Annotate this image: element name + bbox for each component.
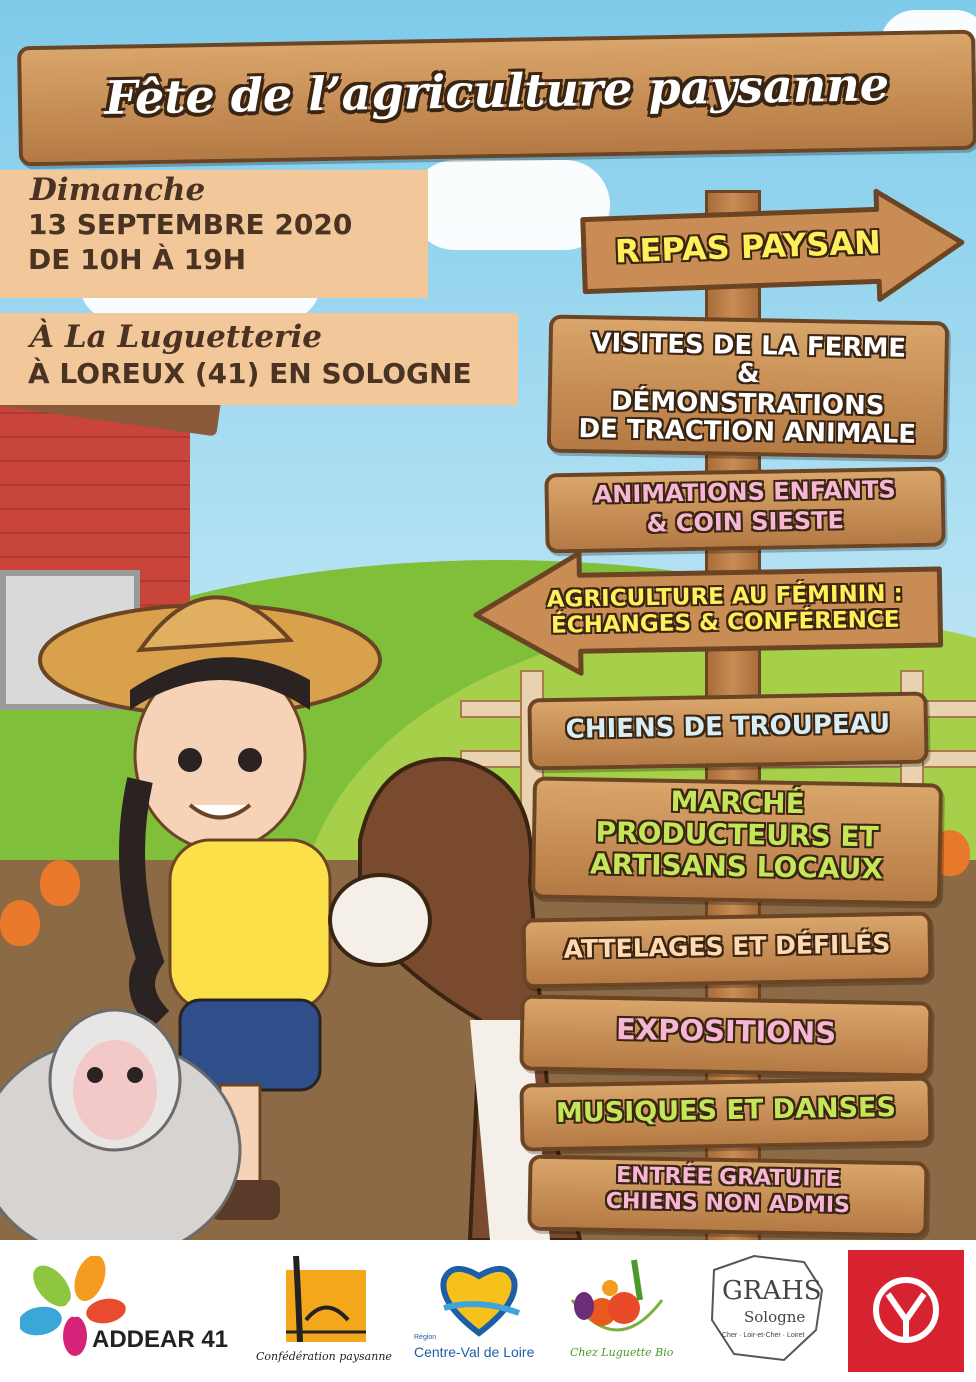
sign-chiens-troupeau <box>527 692 928 771</box>
region-label: Centre-Val de Loire <box>414 1344 535 1360</box>
hours-label: DE 10H À 19H <box>28 243 247 276</box>
town-label: À LOREUX (41) EN SOLOGNE <box>28 357 472 390</box>
sheep-illustration <box>0 980 250 1240</box>
heart-icon <box>434 1258 524 1338</box>
footer-logos <box>0 1240 976 1382</box>
sign-expositions <box>519 994 932 1077</box>
sign-label: MUSIQUES ET DANSES <box>555 1092 897 1129</box>
sign-label: VISITES DE LA FERME <box>591 328 907 364</box>
sign-label: ANIMATIONS ENFANTS <box>593 475 896 509</box>
sun-field-icon <box>286 1250 366 1342</box>
addear-label: ADDEAR 41 <box>92 1326 229 1353</box>
location-box <box>0 313 518 405</box>
grahs-depts-label: Cher · Loir-et-Cher · Loiret <box>722 1332 805 1339</box>
sign-agriculture-feminin <box>469 551 949 669</box>
sign-musiques <box>519 1076 932 1151</box>
sign-label: PRODUCTEURS ET <box>595 815 879 854</box>
sign-visites <box>547 315 949 460</box>
chez-luguette-logo <box>562 1250 674 1372</box>
sign-repas-paysan <box>577 198 970 304</box>
sign-label: ÉCHANGES & CONFÉRENCE <box>550 606 900 639</box>
date-box <box>0 170 428 298</box>
grahs-sub-label: Sologne <box>744 1308 806 1326</box>
emblem-icon <box>848 1250 964 1372</box>
sign-label: & COIN SIESTE <box>646 506 845 538</box>
confederation-label: Confédération paysanne <box>256 1350 392 1363</box>
sign-label: MARCHÉ <box>670 784 806 821</box>
sign-label: AGRICULTURE AU FÉMININ : <box>546 580 904 613</box>
sign-animations <box>544 467 945 554</box>
sign-label: DE TRACTION ANIMALE <box>578 414 917 450</box>
region-small-label: Région <box>414 1334 437 1341</box>
vegetables-icon <box>562 1250 672 1360</box>
sign-attelages <box>521 911 932 988</box>
sign-entree <box>527 1155 928 1238</box>
sign-label: DÉMONSTRATIONS <box>610 386 885 422</box>
sign-label: CHIENS NON ADMIS <box>605 1188 851 1219</box>
day-label: Dimanche <box>30 172 206 208</box>
sign-label: ATTELAGES ET DÉFILÉS <box>563 929 891 964</box>
luguette-label: Chez Luguette Bio <box>570 1346 674 1359</box>
confederation-logo <box>256 1250 396 1372</box>
red-emblem-logo <box>848 1250 964 1372</box>
sign-marche <box>531 776 943 905</box>
grahs-logo <box>704 1250 830 1372</box>
grahs-label: GRAHS <box>722 1276 822 1306</box>
sign-label: & <box>736 358 760 390</box>
sign-label: EXPOSITIONS <box>615 1012 837 1050</box>
date-label: 13 SEPTEMBRE 2020 <box>28 208 353 241</box>
page-title: Fête de l’agriculture paysanne <box>104 57 890 125</box>
sign-label: ARTISANS LOCAUX <box>589 847 884 886</box>
addear-logo <box>20 1250 250 1372</box>
sign-label: ENTRÉE GRATUITE <box>615 1163 841 1192</box>
place-label: À La Luguetterie <box>30 319 322 355</box>
sign-label: CHIENS DE TROUPEAU <box>565 709 891 745</box>
sign-label: REPAS PAYSAN <box>614 223 882 271</box>
region-logo <box>408 1250 553 1372</box>
title-board <box>17 30 976 167</box>
